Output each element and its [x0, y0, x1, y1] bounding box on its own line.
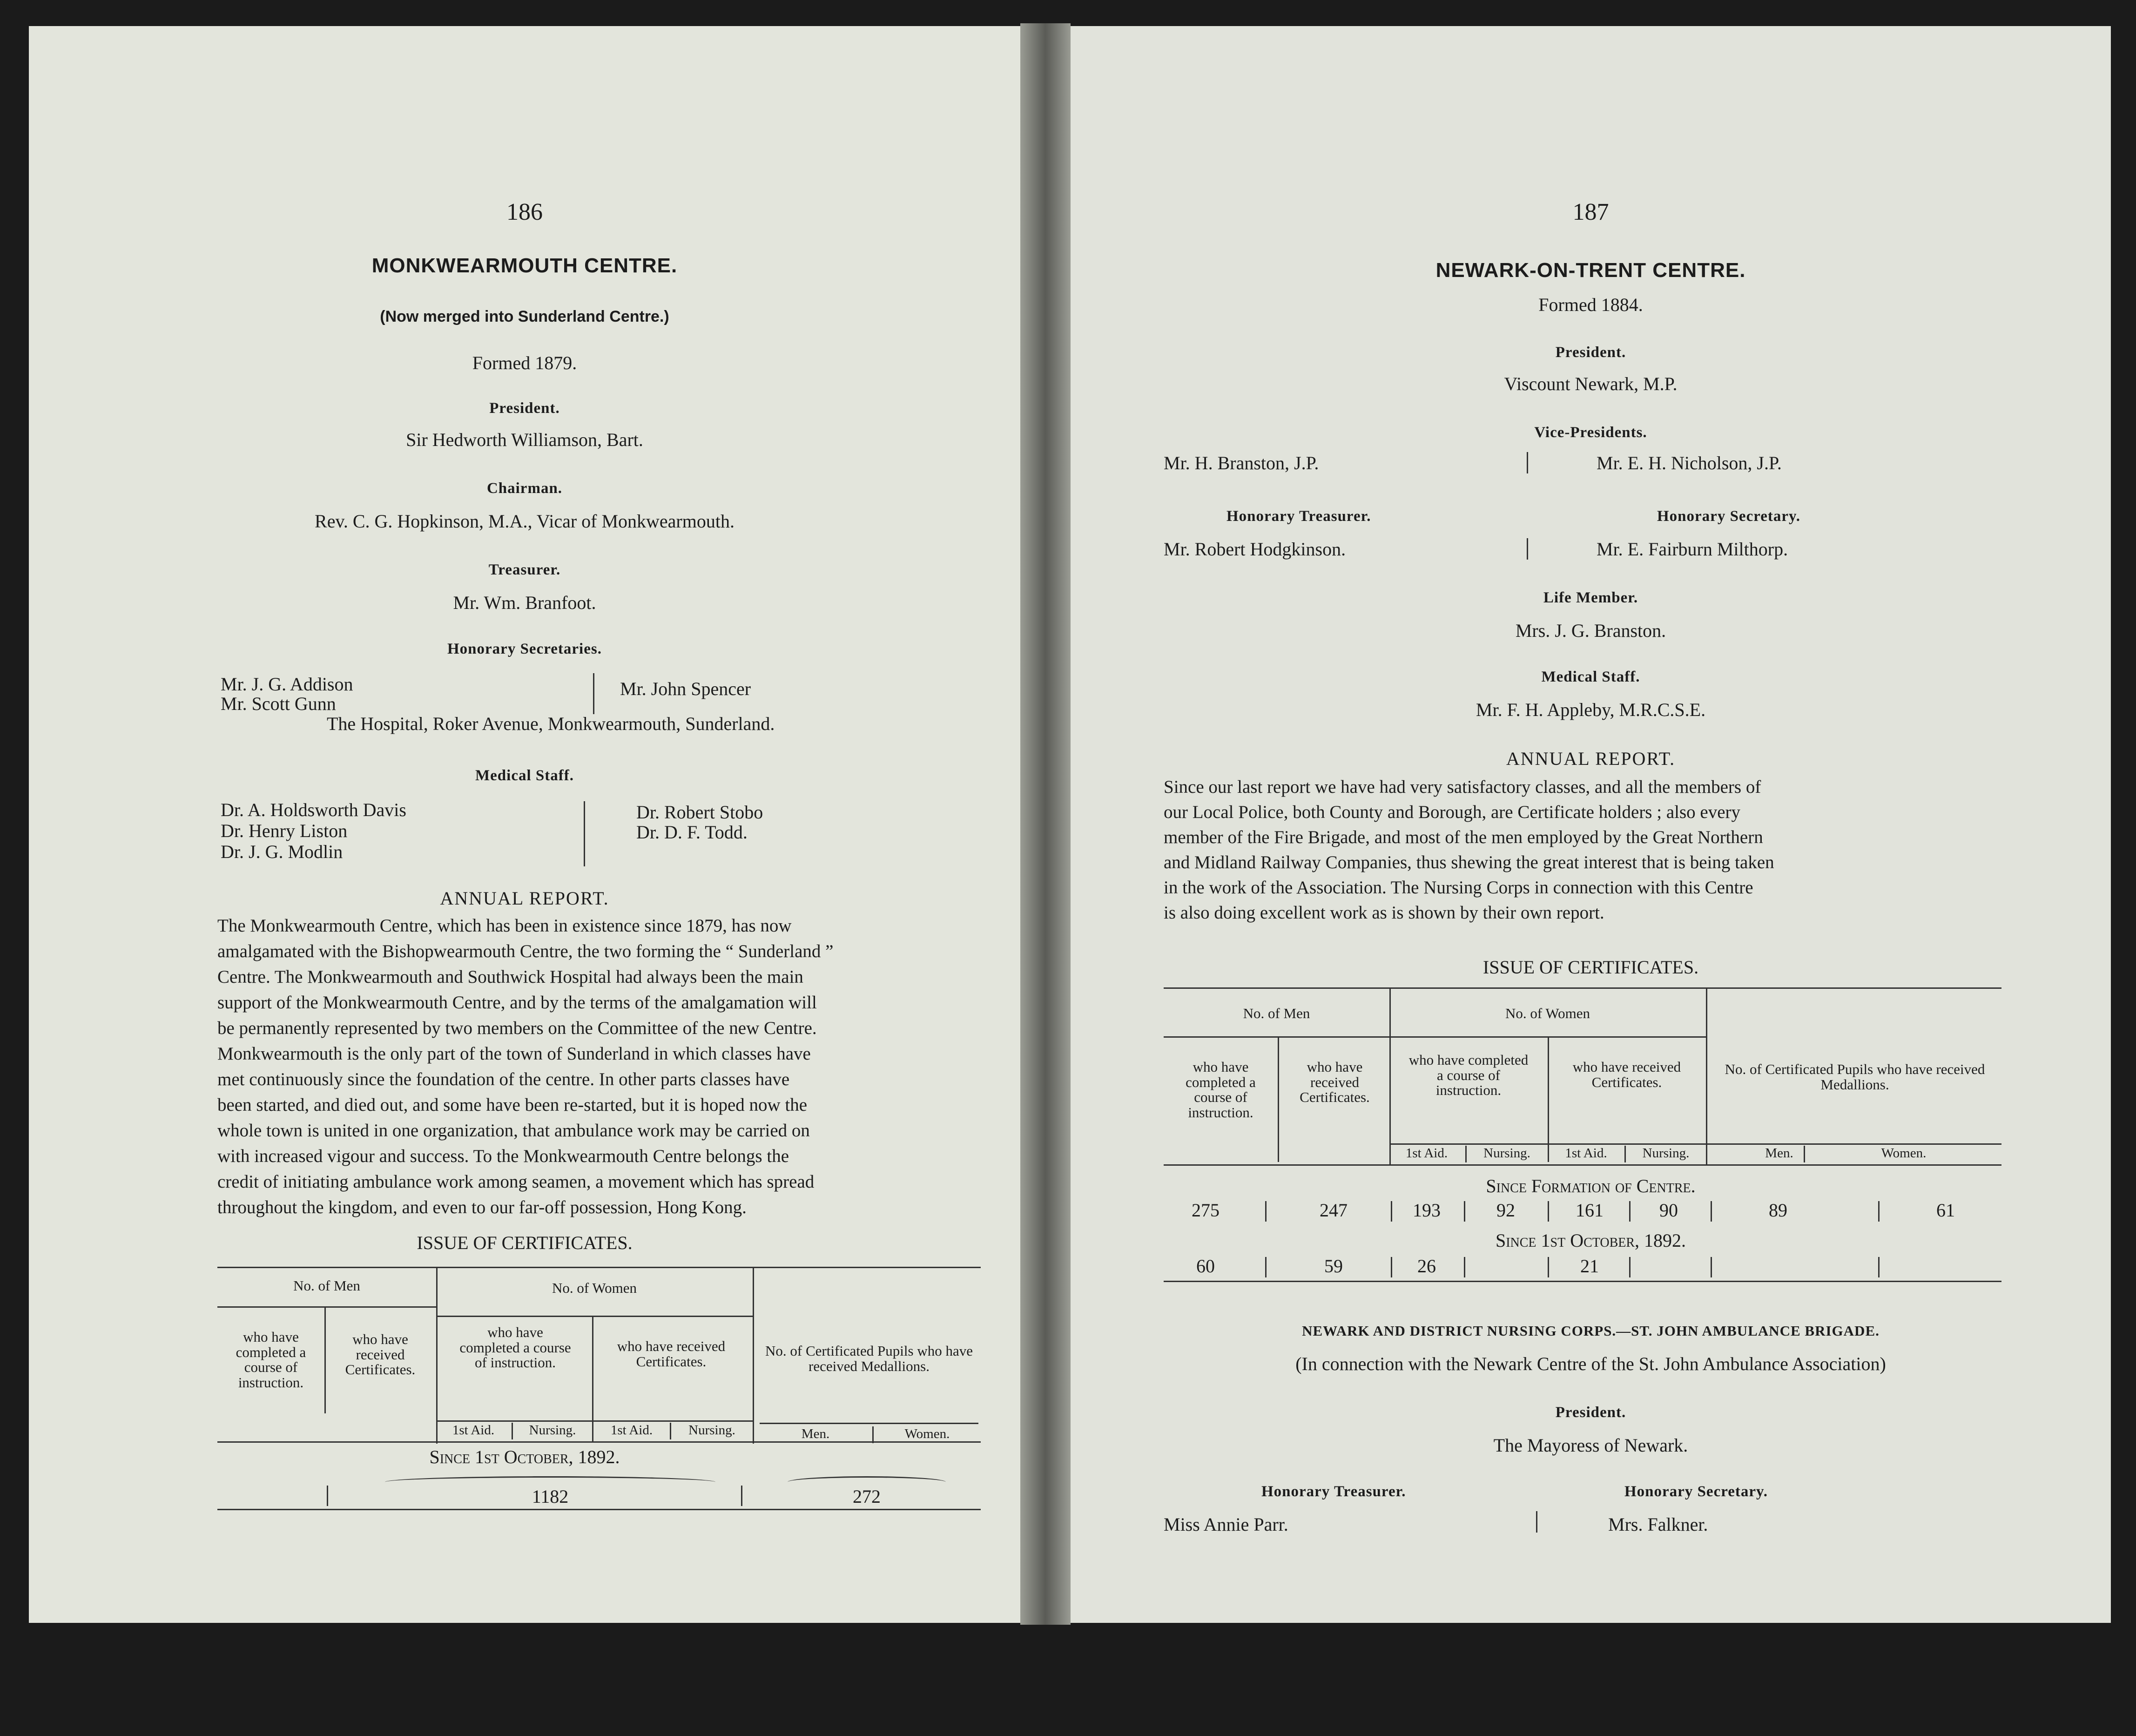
men-received-header: who have received Certificates.	[1300, 1059, 1370, 1106]
corps-title: NEWARK AND DISTRICT NURSING CORPS.—ST. JOHN AMBULANCE BRIGADE.	[1302, 1323, 1880, 1339]
report-line: throughout the kingdom, and even to our far-off possession, Hong Kong.	[217, 1197, 747, 1217]
vice-presidents-heading: Vice-Presidents.	[1534, 424, 1647, 441]
annual-report-text	[1164, 775, 2006, 925]
table-cell: 21	[1580, 1256, 1599, 1277]
table-cell: 90	[1659, 1200, 1678, 1221]
report-line: Centre. The Monkwearmouth and Southwick Hospital had always been the main	[217, 967, 803, 987]
secretary-heading: Honorary Secretary.	[1657, 508, 1800, 525]
report-line: whole town is united in one organization, that ambulance work may be carried on	[217, 1121, 810, 1141]
president-name: Viscount Newark, M.P.	[1504, 373, 1678, 394]
life-member-name: Mrs. J. G. Branston.	[1515, 620, 1666, 641]
report-line: is also doing excellent work as is shown by their own report.	[1164, 903, 1604, 923]
page-subtitle: (Now merged into Sunderland Centre.)	[380, 308, 669, 325]
nursing-header: Nursing.	[1483, 1146, 1530, 1161]
medallions-men-header: Men.	[1765, 1146, 1793, 1161]
medical-staff-name: Dr. Henry Liston	[221, 820, 348, 841]
president-heading: President.	[489, 400, 560, 417]
women-header: No. of Women	[1505, 1005, 1590, 1021]
report-line: be permanently represented by two members on the Committee of the new Centre.	[217, 1018, 817, 1038]
medallions-header: No. of Certificated Pupils who have received Medallions.	[765, 1343, 973, 1374]
table-cell: 59	[1324, 1256, 1343, 1277]
treasurer-name: Mr. Wm. Branfoot.	[453, 592, 596, 613]
nursing-header: Nursing.	[688, 1423, 735, 1438]
women-header: No. of Women	[552, 1280, 637, 1296]
medical-staff-name: Mr. F. H. Appleby, M.R.C.S.E.	[1476, 699, 1706, 720]
report-line: Monkwearmouth is the only part of the town of Sunderland in which classes have	[217, 1044, 811, 1064]
medical-heading: Medical Staff.	[1541, 669, 1640, 685]
medallions-header: No. of Certificated Pupils who have received Medallions.	[1725, 1061, 1985, 1093]
secretaries-heading: Honorary Secretaries.	[447, 641, 602, 657]
right-page	[1071, 26, 2111, 1623]
corps-secretary-heading: Honorary Secretary.	[1624, 1483, 1768, 1500]
secretary-name: Mr. E. Fairburn Milthorp.	[1597, 539, 1788, 560]
first-aid-header: 1st Aid.	[1565, 1146, 1607, 1161]
formed-date: Formed 1884.	[1538, 294, 1643, 315]
corps-treasurer-heading: Honorary Treasurer.	[1261, 1483, 1406, 1500]
women-completed-header: who have completed a course of instruction.	[1408, 1052, 1529, 1099]
corps-subtitle: (In connection with the Newark Centre of the St. John Ambulance Association)	[1295, 1353, 1886, 1374]
women-received-header: who have received Certificates.	[617, 1338, 726, 1370]
first-aid-header: 1st Aid.	[1405, 1146, 1448, 1161]
page-number: 186	[506, 199, 543, 225]
table-cell: 193	[1413, 1200, 1441, 1221]
corps-president-name: The Mayoress of Newark.	[1493, 1435, 1688, 1456]
women-completed-header: who have completed a course of instruction.	[459, 1324, 571, 1371]
report-line: amalgamated with the Bishopwearmouth Centre, the two forming the “ Sunderland ”	[217, 941, 834, 961]
since-october-label: Since 1st October, 1892.	[1495, 1230, 1686, 1251]
secretary-name: Mr. J. G. Addison	[221, 674, 353, 695]
total-medallions: 272	[853, 1486, 881, 1507]
medical-staff-name: Dr. D. F. Todd.	[636, 822, 748, 843]
men-header: No. of Men	[293, 1277, 360, 1294]
report-line: been started, and died out, and some have been re-started, but it is hoped now the	[217, 1095, 808, 1115]
certificates-heading: ISSUE OF CERTIFICATES.	[1482, 957, 1699, 978]
report-line: with increased vigour and success. To the Monkwearmouth Centre belongs the	[217, 1146, 789, 1166]
medallions-men-header: Men.	[801, 1426, 830, 1441]
since-october-label: Since 1st October, 1892.	[429, 1446, 620, 1467]
report-line: met continuously since the foundation of the centre. In other parts classes have	[217, 1069, 790, 1089]
annual-report-text	[217, 913, 985, 1220]
table-cell: 26	[1417, 1256, 1436, 1277]
report-heading: ANNUAL REPORT.	[1506, 748, 1676, 769]
table-cell: 89	[1769, 1200, 1787, 1221]
medical-heading: Medical Staff.	[475, 767, 574, 784]
total-certificates: 1182	[532, 1486, 569, 1507]
secretary-name: Mr. Scott Gunn	[221, 693, 336, 714]
since-formation-label: Since Formation of Centre.	[1486, 1175, 1696, 1196]
report-line: credit of initiating ambulance work among seamen, a movement which has spread	[217, 1172, 815, 1192]
chairman-name: Rev. C. G. Hopkinson, M.A., Vicar of Monkwearmouth.	[315, 511, 734, 532]
table-cell: 61	[1936, 1200, 1955, 1221]
president-heading: President.	[1555, 344, 1626, 361]
book-gutter	[1020, 23, 1071, 1625]
report-line: in the work of the Association. The Nursing Corps in connection with this Centre	[1164, 878, 1753, 898]
treasurer-heading: Treasurer.	[488, 561, 561, 578]
treasurer-name: Mr. Robert Hodgkinson.	[1164, 539, 1346, 560]
table-cell: 60	[1196, 1256, 1215, 1277]
medallions-women-header: Women.	[904, 1426, 950, 1441]
report-line: The Monkwearmouth Centre, which has been in existence since 1879, has now	[217, 916, 792, 936]
table-cell: 92	[1496, 1200, 1515, 1221]
left-page	[29, 26, 1020, 1623]
men-completed-header: who have completed a course of instruction.	[1186, 1059, 1256, 1121]
report-heading: ANNUAL REPORT.	[440, 888, 609, 909]
report-line: and Midland Railway Companies, thus shewing the great interest that is being taken	[1164, 852, 1774, 872]
report-line: member of the Fire Brigade, and most of the men employed by the Great Northern	[1164, 827, 1763, 847]
vice-president-name: Mr. E. H. Nicholson, J.P.	[1597, 453, 1782, 473]
secretary-name: Mr. John Spencer	[620, 678, 751, 699]
nursing-header: Nursing.	[1642, 1146, 1690, 1161]
first-aid-header: 1st Aid.	[452, 1423, 495, 1438]
corps-secretary-name: Mrs. Falkner.	[1608, 1514, 1708, 1535]
medical-staff-name: Dr. Robert Stobo	[636, 802, 763, 823]
report-line: support of the Monkwearmouth Centre, and by the terms of the amalgamation will	[217, 993, 817, 1013]
medical-staff-name: Dr. J. G. Modlin	[221, 841, 343, 862]
corps-president-heading: President.	[1555, 1404, 1626, 1421]
treasurer-heading: Honorary Treasurer.	[1226, 508, 1371, 525]
secretaries-address: The Hospital, Roker Avenue, Monkwearmouth, Sunderland.	[327, 713, 775, 734]
vice-president-name: Mr. H. Branston, J.P.	[1164, 453, 1319, 473]
men-received-header: who have received Certificates.	[345, 1331, 416, 1378]
report-line: our Local Police, both County and Borough, are Certificate holders ; also every	[1164, 802, 1740, 822]
first-aid-header: 1st Aid.	[610, 1423, 653, 1438]
column-divider	[584, 801, 585, 866]
certificates-heading: ISSUE OF CERTIFICATES.	[417, 1232, 633, 1253]
column-divider	[593, 673, 594, 714]
table-cell: 247	[1320, 1200, 1348, 1221]
table-row	[1164, 1255, 2001, 1278]
formed-date: Formed 1879.	[472, 352, 577, 373]
men-completed-header: who have completed a course of instruction.	[236, 1329, 306, 1391]
report-line: Since our last report we have had very satisfactory classes, and all the members of	[1164, 777, 1761, 797]
president-name: Sir Hedworth Williamson, Bart.	[406, 429, 643, 450]
women-received-header: who have received Certificates.	[1572, 1059, 1681, 1090]
medical-staff-name: Dr. A. Holdsworth Davis	[221, 799, 406, 820]
life-member-heading: Life Member.	[1543, 589, 1638, 606]
corps-treasurer-name: Miss Annie Parr.	[1164, 1514, 1288, 1535]
table-cell: 275	[1192, 1200, 1220, 1221]
table-cell: 161	[1576, 1200, 1604, 1221]
men-header: No. of Men	[1243, 1005, 1310, 1021]
nursing-header: Nursing.	[529, 1423, 576, 1438]
table-row	[1164, 1199, 2001, 1223]
page-number: 187	[1572, 199, 1609, 225]
page-title: NEWARK-ON-TRENT CENTRE.	[1435, 259, 1746, 282]
medallions-women-header: Women.	[1881, 1146, 1927, 1161]
page-title: MONKWEARMOUTH CENTRE.	[371, 254, 678, 277]
chairman-heading: Chairman.	[486, 480, 563, 497]
